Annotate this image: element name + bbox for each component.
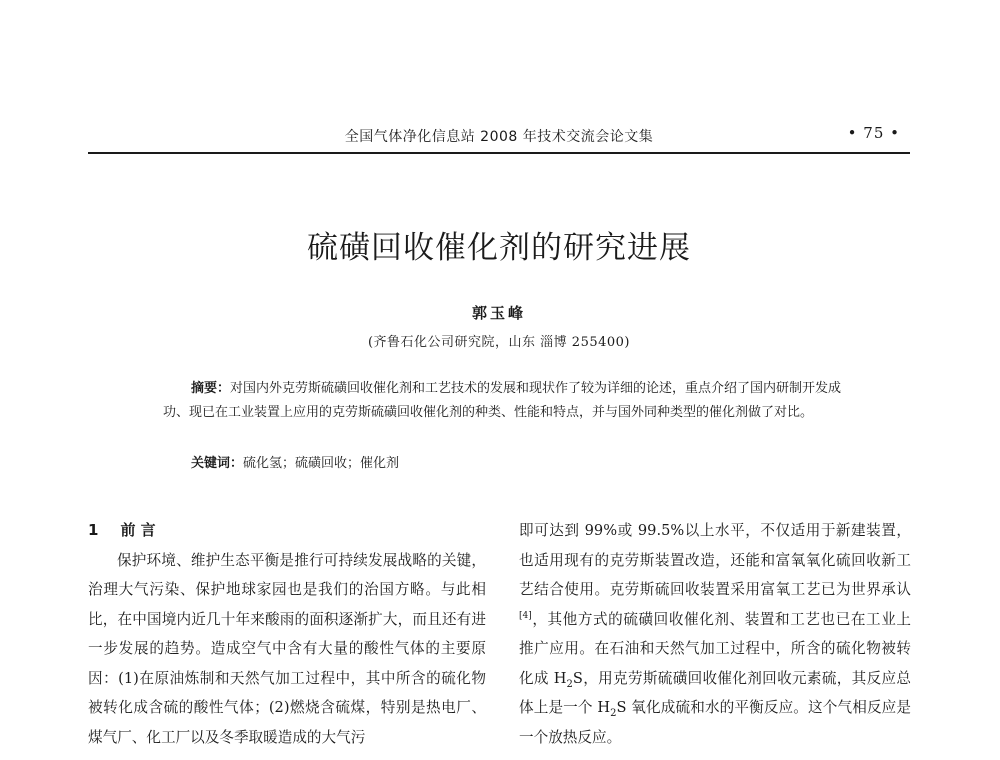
subscript: 2 bbox=[566, 678, 573, 690]
page-number: • 75 • bbox=[847, 124, 900, 142]
subscript: 2 bbox=[610, 707, 617, 719]
header-rule bbox=[88, 152, 910, 154]
left-column bbox=[88, 516, 486, 752]
body-text-segment: 即可达到 99%或 99.5%以上水平，不仅适用于新建装置，也适用现有的克劳斯装置改造，还能和富氧氧化硫回收新工艺结合使用。克劳斯硫回收装置采用富氧工艺已为世界承认 bbox=[519, 522, 911, 598]
section-heading bbox=[88, 516, 486, 546]
abstract bbox=[163, 377, 843, 425]
journal-title: 全国气体净化信息站 2008 年技术交流会论文集 bbox=[344, 129, 654, 145]
section-number: 1 bbox=[88, 521, 99, 539]
body-text-segment: S 氧化成硫和水的平衡反应。这个气相反应是一个放热反应。 bbox=[519, 699, 912, 746]
author-affiliation: (齐鲁石化公司研究院，山东 淄博 255400) bbox=[367, 335, 631, 350]
body-paragraph-right bbox=[519, 516, 911, 752]
citation-ref: [4] bbox=[519, 610, 532, 621]
article-title: 硫磺回收催化剂的研究进展 bbox=[307, 230, 691, 266]
running-header bbox=[88, 122, 910, 148]
keywords-text: 硫化氢；硫磺回收；催化剂 bbox=[243, 456, 400, 471]
keywords bbox=[191, 453, 843, 475]
keywords-label: 关键词： bbox=[191, 456, 244, 471]
right-column bbox=[519, 516, 911, 752]
author-name: 郭玉峰 bbox=[471, 304, 526, 322]
section-title: 前 言 bbox=[120, 521, 156, 539]
abstract-label: 摘要： bbox=[191, 381, 231, 396]
body-text-segment: S，用克劳斯硫磺回收催化剂回收元素硫，其反应总体上是一个 H bbox=[519, 669, 911, 716]
body-text-segment: ，其他方式的硫磺回收催化剂、装置和工艺也已在工业上推广应用。在石油和天然气加工过程中，所含的硫化物被转化成 H bbox=[519, 610, 911, 687]
body-paragraph-left: 保护环境、维护生态平衡是推行可持续发展战略的关键，治理大气污染、保护地球家园也是我们的治国方略。与此相比，在中国境内近几十年来酸雨的面积逐渐扩大，而且还有进一步发展的趋势。造成空气中含有大量的酸性气体的主要原因：(1)在原油炼制和天然气加工过程中，其中所含的硫化物被转化成含硫的酸性气体；(2)燃烧含硫煤，特别是热电厂、煤气厂、化工厂以及冬季取暖造成的大气污 bbox=[88, 551, 486, 746]
abstract-text: 对国内外克劳斯硫磺回收催化剂和工艺技术的发展和现状作了较为详细的论述，重点介绍了国内研制开发成功、现已在工业装置上应用的克劳斯硫磺回收催化剂的种类、性能和特点，并与国外同种类型的催化剂做了对比。 bbox=[163, 381, 842, 420]
